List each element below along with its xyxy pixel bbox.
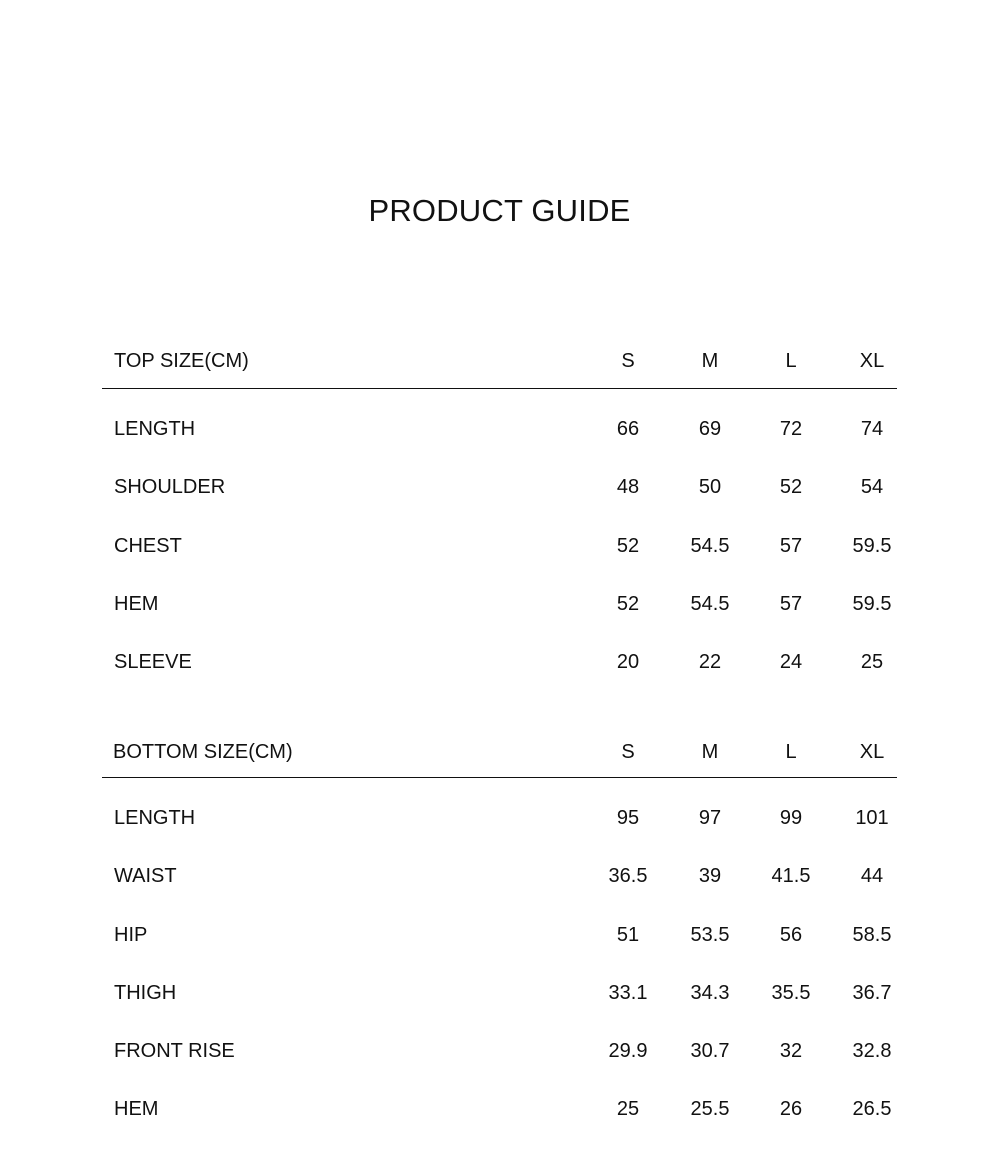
table-cell: 34.3: [690, 981, 730, 1004]
table-cell: 24: [779, 651, 803, 674]
bottom-size-table-title: BOTTOM SIZE(CM): [113, 741, 293, 763]
table-cell: 25: [616, 1098, 640, 1121]
top-size-table-body: [102, 417, 897, 708]
table-cell: 54.5: [690, 592, 730, 615]
table-cell: 95: [616, 807, 640, 829]
size-header-xl: XL: [859, 350, 885, 372]
table-row: [102, 475, 897, 533]
size-header-m: M: [701, 741, 719, 763]
table-cell: 56: [779, 923, 803, 946]
table-cell: 39: [698, 865, 722, 888]
size-header-m: M: [701, 350, 719, 372]
row-label: THIGH: [114, 981, 177, 1004]
bottom-size-table: [102, 731, 897, 1156]
table-cell: 54: [860, 476, 884, 499]
row-label: HEM: [114, 592, 159, 615]
table-cell: 48: [616, 476, 640, 499]
table-cell: 72: [779, 418, 803, 440]
top-size-table: [102, 340, 897, 708]
table-cell: 99: [779, 807, 803, 829]
top-size-table-header: [102, 340, 897, 389]
row-label: LENGTH: [114, 807, 196, 829]
table-row: [102, 806, 897, 864]
table-row: [102, 864, 897, 922]
table-cell: 52: [616, 592, 640, 615]
row-label: HEM: [114, 1098, 159, 1121]
table-cell: 30.7: [690, 1040, 730, 1063]
size-header-l: L: [785, 350, 797, 372]
table-cell: 36.5: [608, 865, 648, 888]
table-cell: 32.8: [852, 1040, 892, 1063]
top-size-table-title: TOP SIZE(CM): [114, 350, 249, 372]
table-row: [102, 1097, 897, 1155]
table-cell: 26.5: [852, 1098, 892, 1121]
table-cell: 66: [616, 418, 640, 440]
row-label: LENGTH: [114, 418, 196, 440]
row-label: SHOULDER: [114, 476, 226, 499]
row-label: FRONT RISE: [114, 1040, 235, 1063]
table-cell: 52: [616, 534, 640, 557]
table-row: [102, 417, 897, 475]
table-cell: 58.5: [852, 923, 892, 946]
table-cell: 59.5: [852, 592, 892, 615]
table-cell: 25: [860, 651, 884, 674]
table-cell: 41.5: [771, 865, 811, 888]
size-header-s: S: [621, 741, 635, 763]
table-cell: 52: [779, 476, 803, 499]
table-row: [102, 981, 897, 1039]
table-cell: 53.5: [690, 923, 730, 946]
size-header-xl: XL: [859, 741, 885, 763]
table-cell: 51: [616, 923, 640, 946]
table-cell: 44: [860, 865, 884, 888]
table-cell: 35.5: [771, 981, 811, 1004]
table-cell: 97: [698, 807, 722, 829]
table-cell: 25.5: [690, 1098, 730, 1121]
table-cell: 33.1: [608, 981, 648, 1004]
table-cell: 20: [616, 651, 640, 674]
table-row: [102, 1039, 897, 1097]
bottom-size-table-header: [102, 731, 897, 778]
table-cell: 50: [698, 476, 722, 499]
table-cell: 57: [779, 534, 803, 557]
row-label: WAIST: [114, 865, 177, 888]
page-title: PRODUCT GUIDE: [368, 193, 631, 228]
table-cell: 29.9: [608, 1040, 648, 1063]
row-label: SLEEVE: [114, 651, 192, 674]
table-cell: 36.7: [852, 981, 892, 1004]
size-header-l: L: [785, 741, 797, 763]
table-cell: 57: [779, 592, 803, 615]
table-row: [102, 592, 897, 650]
table-cell: 54.5: [690, 534, 730, 557]
table-cell: 59.5: [852, 534, 892, 557]
bottom-size-table-body: [102, 806, 897, 1156]
row-label: CHEST: [114, 534, 182, 557]
table-cell: 101: [855, 807, 889, 829]
table-cell: 26: [779, 1098, 803, 1121]
table-row: [102, 650, 897, 708]
table-cell: 69: [698, 418, 722, 440]
table-cell: 22: [698, 651, 722, 674]
table-row: [102, 534, 897, 592]
size-header-s: S: [621, 350, 635, 372]
row-label: HIP: [114, 923, 148, 946]
table-cell: 74: [860, 418, 884, 440]
table-row: [102, 923, 897, 981]
table-cell: 32: [779, 1040, 803, 1063]
